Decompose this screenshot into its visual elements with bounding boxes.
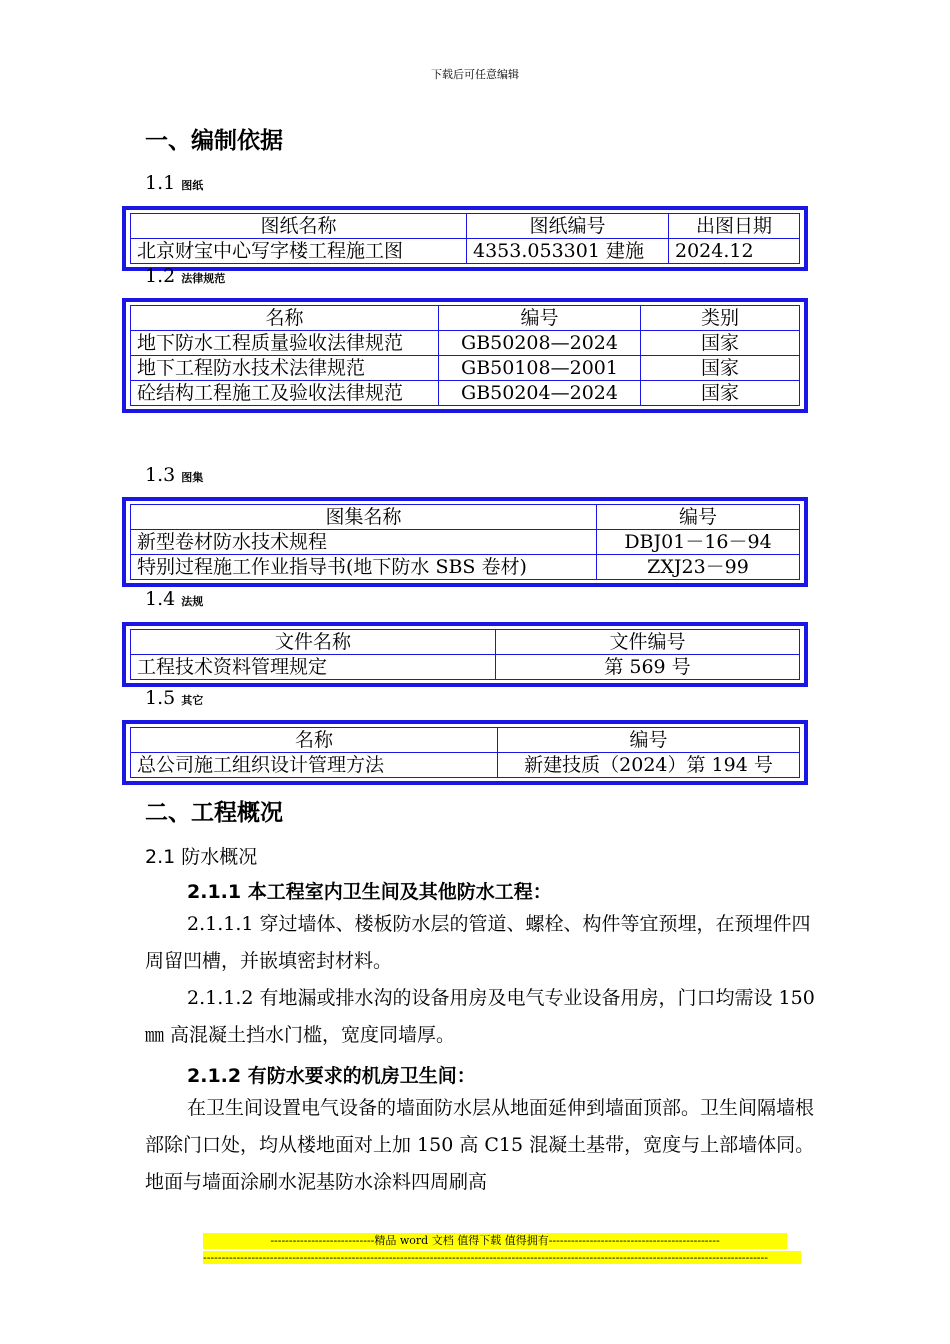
subsection-2-1-2-title: 2.1.2 有防水要求的机房卫生间： bbox=[187, 1065, 476, 1087]
header-cell: 文件编号 bbox=[496, 630, 800, 655]
table-header-row bbox=[131, 630, 800, 655]
table-cell: 第 569 号 bbox=[496, 655, 800, 680]
table-header-row bbox=[131, 505, 800, 530]
subsection-label: 法律规范 bbox=[181, 272, 226, 285]
header-cell: 名称 bbox=[131, 306, 439, 331]
table-row bbox=[131, 655, 800, 680]
table-cell: 2024.12 bbox=[669, 239, 800, 264]
table-cell: 总公司施工组织设计管理方法 bbox=[131, 753, 498, 778]
regulations-table bbox=[122, 622, 808, 687]
subsection-1-2-title bbox=[145, 265, 225, 287]
table-row bbox=[131, 381, 800, 406]
section-2-title: 二、工程概况 bbox=[145, 800, 283, 826]
subsection-number: 1.4 bbox=[145, 588, 176, 610]
table-row bbox=[131, 753, 800, 778]
subsection-number: 1.5 bbox=[145, 687, 176, 709]
header-cell: 文件名称 bbox=[131, 630, 496, 655]
table-cell: 国家 bbox=[641, 356, 800, 381]
table-cell: ZXJ23－99 bbox=[597, 555, 800, 580]
header-cell: 编号 bbox=[597, 505, 800, 530]
table-cell: 工程技术资料管理规定 bbox=[131, 655, 496, 680]
table-cell: DBJ01－16－94 bbox=[597, 530, 800, 555]
table-cell: GB50108—2001 bbox=[439, 356, 641, 381]
subsection-number: 1.3 bbox=[145, 464, 176, 486]
table-cell: 新建技质（2024）第 194 号 bbox=[498, 753, 800, 778]
table-row bbox=[131, 331, 800, 356]
paragraph-2-1-2: 在卫生间设置电气设备的墙面防水层从地面延伸到墙面顶部。卫生间隔墙根部除门口处，均从楼地面对上加 150 高 C15 混凝土基带，宽度与上部墙体同。地面与墙面涂刷水泥基防水涂料四周刷高 bbox=[145, 1097, 815, 1193]
table-cell: 国家 bbox=[641, 381, 800, 406]
header-cell: 名称 bbox=[131, 728, 498, 753]
table-row bbox=[131, 356, 800, 381]
table-cell: GB50208—2024 bbox=[439, 331, 641, 356]
subsection-label: 其它 bbox=[181, 694, 204, 707]
table-cell: 国家 bbox=[641, 331, 800, 356]
other-table bbox=[122, 720, 808, 785]
table-header-row bbox=[131, 728, 800, 753]
subsection-label: 图纸 bbox=[181, 179, 204, 192]
header-cell: 图集名称 bbox=[131, 505, 597, 530]
header-cell: 编号 bbox=[498, 728, 800, 753]
table-cell: 特别过程施工作业指导书(地下防水 SBS 卷材) bbox=[131, 555, 597, 580]
footer-dash-line: -------------------------------------------------------------------------------------------------------------------------------------------------------- bbox=[203, 1251, 801, 1264]
subsection-number: 1.1 bbox=[145, 172, 176, 194]
table-cell: 北京财宝中心写字楼工程施工图 bbox=[131, 239, 467, 264]
table-row bbox=[131, 555, 800, 580]
table-cell: 砼结构工程施工及验收法律规范 bbox=[131, 381, 439, 406]
subsection-label: 图集 bbox=[181, 471, 204, 484]
page-header: 下载后可任意编辑 bbox=[431, 68, 519, 81]
subsection-1-5-title bbox=[145, 687, 203, 709]
drawings-table bbox=[122, 206, 808, 271]
standards-table bbox=[122, 298, 808, 413]
subsection-2-1-title: 2.1 防水概况 bbox=[145, 846, 258, 868]
header-cell: 图纸名称 bbox=[131, 214, 467, 239]
header-cell: 编号 bbox=[439, 306, 641, 331]
paragraph-2-1-1-2: 2.1.1.2 有地漏或排水沟的设备用房及电气专业设备用房，门口均需设 150㎜ 高混凝土挡水门槛，宽度同墙厚。 bbox=[145, 987, 815, 1046]
table-cell: 地下防水工程质量验收法律规范 bbox=[131, 331, 439, 356]
subsection-number: 1.2 bbox=[145, 265, 176, 287]
header-cell: 图纸编号 bbox=[467, 214, 669, 239]
header-cell: 出图日期 bbox=[669, 214, 800, 239]
subsection-2-1-1-title: 2.1.1 本工程室内卫生间及其他防水工程： bbox=[187, 881, 552, 903]
subsection-1-1-title bbox=[145, 172, 203, 194]
header-cell: 类别 bbox=[641, 306, 800, 331]
subsection-label: 法规 bbox=[181, 595, 204, 608]
table-header-row bbox=[131, 306, 800, 331]
table-cell: 4353.053301 建施 bbox=[467, 239, 669, 264]
subsection-1-3-title bbox=[145, 464, 203, 486]
table-cell: 新型卷材防水技术规程 bbox=[131, 530, 597, 555]
section-1-title: 一、编制依据 bbox=[145, 128, 283, 154]
footer-banner: ----------------------------精品 word 文档 值得下载 值得拥有---------------------------------------------- bbox=[203, 1233, 787, 1249]
table-cell: GB50204—2024 bbox=[439, 381, 641, 406]
subsection-1-4-title bbox=[145, 588, 203, 610]
table-header-row bbox=[131, 214, 800, 239]
table-row bbox=[131, 239, 800, 264]
atlas-table bbox=[122, 497, 808, 587]
table-row bbox=[131, 530, 800, 555]
paragraph-2-1-1-1: 2.1.1.1 穿过墙体、楼板防水层的管道、螺栓、构件等宜预埋，在预埋件四周留凹槽，并嵌填密封材料。 bbox=[145, 913, 811, 972]
table-cell: 地下工程防水技术法律规范 bbox=[131, 356, 439, 381]
